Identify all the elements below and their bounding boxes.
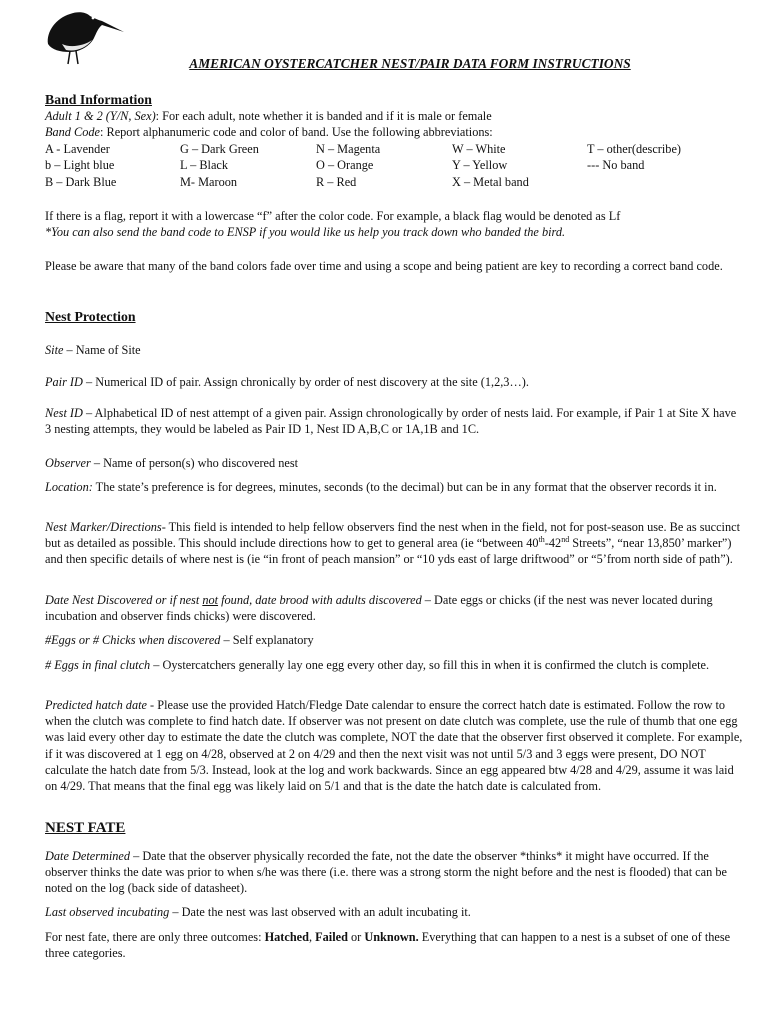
separator: or <box>347 930 365 944</box>
outcome-unknown: Unknown. <box>364 930 419 944</box>
nest-marker-text: This field is intended to help fellow observers find the nest when in the field, not for post-season use. Be as succinct but as detailed as possible. This should include directions how to get to general area (ie “between 40 <box>45 520 740 551</box>
nest-protection-heading: Nest Protection <box>45 309 136 324</box>
eggs-chicks-field <box>45 632 745 648</box>
site-field <box>45 342 745 358</box>
abbreviation: L – Black <box>180 158 229 173</box>
nest-fate-heading: NEST FATE <box>45 820 126 836</box>
observer-field <box>45 455 745 471</box>
label-part: Date Nest Discovered or if nest <box>45 593 203 607</box>
observer-label: Observer <box>45 456 91 470</box>
abbreviation-row <box>45 174 745 191</box>
band-code-instruction <box>45 124 745 140</box>
abbreviation: Y – Yellow <box>452 158 508 173</box>
abbreviation: W – White <box>452 141 506 156</box>
superscript: th <box>538 535 545 545</box>
label-part: not <box>202 593 219 607</box>
abbreviation: O – Orange <box>316 158 374 173</box>
page-title: AMERICAN OYSTERCATCHER NEST/PAIR DATA FORM INSTRUCTIONS <box>189 56 631 71</box>
superscript: nd <box>561 535 570 545</box>
abbreviation: X – Metal band <box>452 174 529 189</box>
nest-id-label: Nest ID <box>45 406 83 420</box>
band-code-text: : Report alphanumeric code and color of band. Use the following abbreviations: <box>100 125 493 140</box>
adult-label: Adult 1 & 2 (Y/N, Sex) <box>45 109 156 124</box>
band-information-section <box>45 92 745 190</box>
band-information-heading: Band Information <box>45 92 152 107</box>
abbreviation: M- Maroon <box>180 174 238 189</box>
abbreviation: R – Red <box>316 174 357 189</box>
observer-text: – Name of person(s) who discovered nest <box>90 456 299 470</box>
date-discovered-text: – Date eggs or chicks (if the nest was never located during incubation and observer finds chicks) were discovered. <box>45 593 713 624</box>
outcomes-text: For nest fate, there are only three outcomes: <box>45 930 265 944</box>
pair-id-label: Pair ID <box>45 375 83 389</box>
band-code-label: Band Code <box>45 125 100 140</box>
abbreviation: B – Dark Blue <box>45 174 117 189</box>
nest-id-text: – Alphabetical ID of nest attempt of a given pair. Assign chronologically by order of nests laid. For example, if Pair 1 at Site X have 3 nesting attempts, they would be labeled as Pair ID 1, Nest ID A,B,C or 1A,1B and 1C. <box>45 406 737 437</box>
last-incubating-text: – Date the nest was last observed with an adult incubating it. <box>169 905 471 919</box>
fade-note: Please be aware that many of the band colors fade over time and using a scope and being patient are key to recording a correct band code. <box>45 259 723 273</box>
final-clutch-field <box>45 657 745 673</box>
location-label: Location: <box>45 480 93 494</box>
abbreviation: N – Magenta <box>316 141 381 156</box>
abbreviation: A - Lavender <box>45 141 110 156</box>
location-field <box>45 479 745 495</box>
abbreviation: --- No band <box>587 158 645 173</box>
date-discovered-label <box>45 593 422 607</box>
adult-instruction <box>45 108 745 124</box>
nest-marker-text: Streets”, “near 13,850’ marker”) and then specific details of where nest is (ie “in front of peach mansion” or “10 yds east of large driftwood” or “5’from north side of path”). <box>45 536 733 567</box>
nest-marker-text: -42 <box>544 536 562 551</box>
date-determined-field <box>45 848 745 897</box>
abbreviation: b – Light blue <box>45 158 115 173</box>
site-text: – Name of Site <box>63 343 141 357</box>
date-discovered-field <box>45 592 745 624</box>
flag-note <box>45 208 745 240</box>
eggs-chicks-label: #Eggs or # Chicks when discovered <box>45 633 221 647</box>
abbreviation: G – Dark Green <box>180 141 259 156</box>
ensp-note: *You can also send the band code to ENSP if you would like us help you track down who banded the bird. <box>45 225 566 240</box>
abbreviation: T – other(describe) <box>587 141 682 156</box>
last-incubating-label: Last observed incubating <box>45 905 170 919</box>
final-clutch-text: – Oystercatchers generally lay one egg every other day, so fill this in when it is confirmed the clutch is complete. <box>150 658 710 672</box>
abbreviation-row <box>45 157 745 174</box>
final-clutch-label: # Eggs in final clutch <box>45 658 151 672</box>
band-abbreviation-table <box>45 141 745 191</box>
nest-fate-outcomes <box>45 929 745 961</box>
separator: , <box>308 930 316 944</box>
hatch-date-label: Predicted hatch date <box>45 698 147 712</box>
label-part: found, date brood with adults discovered <box>218 593 422 607</box>
nest-marker-field <box>45 519 745 568</box>
eggs-chicks-text: – Self explanatory <box>220 633 314 647</box>
flag-text: If there is a flag, report it with a lowercase “f” after the color code. For example, a black flag would be denoted as Lf <box>45 209 621 223</box>
location-text: The state’s preference is for degrees, minutes, seconds (to the decimal) but can be in any format that the observer records it in. <box>92 480 717 494</box>
date-determined-text: – Date that the observer physically recorded the fate, not the date the observer *thinks* it might have occurred. If the observer thinks the date was prior to when s/he was there (i.e. there was a strong storm the night before and the nest is flooded) that can be noted on the log (back side of datasheet). <box>45 849 727 896</box>
last-incubating-field <box>45 904 745 920</box>
hatch-date-text: - Please use the provided Hatch/Fledge Date calendar to ensure the correct hatch date is estimated. Follow the row to when the clutch was complete to find hatch date. If observer was not present on date clutch was complete, use the rule of thumb that one egg was laid every other day to estimate the date the clutch was complete, NOT the date that the observer first observed it complete. For example, if it was discovered at 1 egg on 4/28, observed at 2 on 4/29 and then the next visit was not until 5/3 and 3 eggs were present, DO NOT calculate the hatch date from 5/3. Instead, look at the log and work backwards. Since an egg appeared btw 4/28 and 4/29, assume it was laid on 4/29. That means that the final egg was likely laid on 5/1 and that is the date the hatch date is calculated from. <box>45 698 743 794</box>
adult-text: : For each adult, note whether it is banded and if it is male or female <box>155 109 492 124</box>
outcome-hatched: Hatched <box>264 930 309 944</box>
nest-id-field <box>45 405 745 437</box>
abbreviation-row <box>45 141 745 158</box>
date-determined-label: Date Determined <box>45 849 131 863</box>
site-label: Site <box>45 343 64 357</box>
outcome-failed: Failed <box>315 930 348 944</box>
nest-marker-label: Nest Marker/Directions- <box>45 520 166 534</box>
pair-id-text: – Numerical ID of pair. Assign chronically by order of nest discovery at the site (1,2,3…). <box>82 375 529 389</box>
hatch-date-field <box>45 697 745 794</box>
outcomes-text: Everything that can happen to a nest is a subset of one of these three categories. <box>45 930 731 961</box>
pair-id-field <box>45 374 745 390</box>
